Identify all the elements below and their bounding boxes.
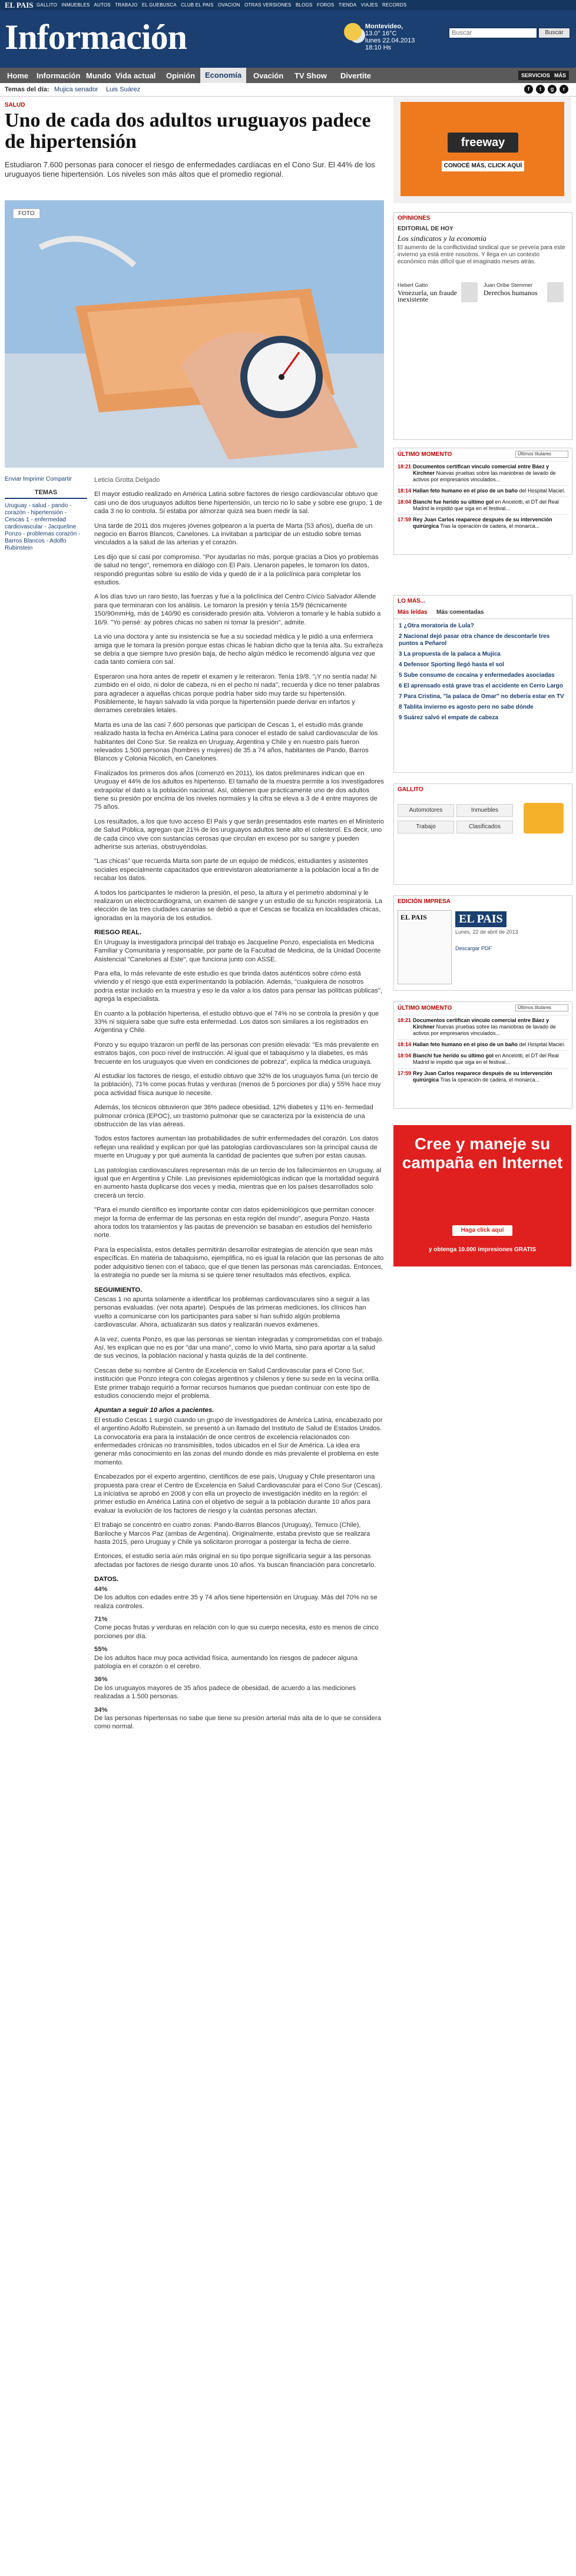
paragraph: Finalizados los primeros dos años (comenzó en 2011), los datos preliminares indican que en Uruguay el 44% de los adultos es hipertenso. El tamaño de la muestra permite a los investigadores extrapolar el dato a la población nacional. Así, obtienen que prácticamente uno de dos adultos tiene su presión por encima de los niveles normales y la cifra se eleva a 3 de 4 entre mayores de 75 años. xyxy=(94,769,384,811)
data-point xyxy=(94,1585,384,1611)
news-title: Bianchi fue herido su último gol xyxy=(413,499,494,505)
paragraph: Las patologías cardiovasculares representan más de un tercio de los fallecimientos en Uruguay, al igual que en Argentina y Chile. Las previsiones epidemiológicas indican que la mortalidad seguirá en aumento hasta duplicarse dos veces y media, mientras que en los países desarrollados solo crecerá un tercio. xyxy=(94,1166,382,1199)
subheading: SEGUIMIENTO. xyxy=(94,1286,143,1294)
news-time: 18:21 xyxy=(398,1017,412,1023)
data-text: Come pocas frutas y verduras en relación con lo que su cuerpo necesita, esto es menos de cinco porciones por día. xyxy=(94,1624,379,1640)
top-link[interactable]: AUTOS xyxy=(94,2,111,8)
latest-news-filter[interactable]: Últimos titulares xyxy=(515,451,568,458)
ad-brand: freeway xyxy=(448,133,518,153)
opinion-title: OPINIONES xyxy=(398,215,431,221)
ad-footer-text: y obtenga 10.000 impresiones GRATIS xyxy=(428,1246,537,1253)
top-links xyxy=(37,2,409,8)
tab-mas-comentadas[interactable]: Más comentadas xyxy=(436,609,484,616)
paragraph: Esperaron una hora antes de repetir el examen y le reiteraron. Tenía 19/8. "¡Y no sentía nada! Ni zumbido en el oído, ni dolor de cabeza, ni en el pecho ni nada", recuerda y dice no tener palabras para agradecer a aquellas chicas porque podría haber sido muy tarde su hipertensión. Posiblemente, le hayan salvado la vida porque la hipertensión puede derivar en infartos y derrames cerebrales letales. xyxy=(94,673,380,715)
most-read-item[interactable]: 5 Sube consumo de cocaína y enfermedades asociadas xyxy=(399,672,555,679)
paragraph: El trabajo se concentró en cuatro zonas: Pando-Barros Blancos (Uruguay), Temuco (Chile), Bariloche y Marcos Paz (ambas de Argentina). Originalmente, estaba previsto que se realizara hasta 2015, pero Uruguay y Chile ya solicitaron prorrogar a postergar la fecha de cierre. xyxy=(94,1522,370,1546)
most-read-title: LO MÁS... xyxy=(398,598,426,604)
news-time: 18:14 xyxy=(398,488,412,494)
latest-news-header xyxy=(394,448,572,461)
news-title: Documentos certifican vínculo comercial entre Báez y Kirchner xyxy=(413,464,549,476)
top-link[interactable]: OVACION xyxy=(217,2,240,8)
nav-ovacion[interactable]: Ovación xyxy=(253,71,284,80)
news-time: 17:59 xyxy=(398,1070,412,1076)
gallito-title: GALLITO xyxy=(398,786,423,793)
paragraph: Una tarde de 2011 dos mujeres jóvenes golpearon a la puerta de Marta (53 años), dueña de un negocio en Barros Blancos, Canelones. La invitaban a participar de un estudio sobre temas vinculados a la salud de las arterias y el corazón. xyxy=(94,522,373,547)
top-link[interactable]: EL GUEBUSCA xyxy=(141,2,177,8)
latest-news-item[interactable] xyxy=(398,514,568,532)
paragraph: Ponzo y su equipo trazaron un perfil de las personas con presión elevada: "Es más prevalente en estratos bajos, con poco nivel de instrucción. Al igual que el tabaquismo y la diabetes, es más frecuente en los uruguayos que viven en condiciones de pobreza", explica la médica uruguaya. xyxy=(94,1041,379,1066)
latest-news-box-2 xyxy=(393,1001,572,1109)
facebook-icon[interactable]: f xyxy=(524,85,533,94)
latest-news-item[interactable] xyxy=(398,1050,568,1068)
author-avatar xyxy=(461,282,478,302)
topics-sidebar xyxy=(5,489,87,552)
data-pct: 36% xyxy=(94,1676,108,1684)
data-text: De los adultos hace muy poca actividad física, aumentando los riesgos de padecer alguna patología en el corazón o el cerebro. xyxy=(94,1654,358,1670)
print-edition-pdf-link[interactable]: Descargar PDF xyxy=(455,945,492,951)
news-time: 18:04 xyxy=(398,499,412,505)
news-title: Rey Juan Carlos reaparece después de su intervención quirúrgica xyxy=(413,1070,552,1083)
data-point xyxy=(94,1706,384,1731)
nav-opinion[interactable]: Opinión xyxy=(166,71,196,80)
latest-news-item[interactable] xyxy=(398,1015,568,1039)
nav-divertite[interactable]: Divertite xyxy=(340,71,372,80)
subheading: Apuntan a seguir 10 años a pacientes. xyxy=(94,1407,214,1414)
news-text: del Hospital Maciel. xyxy=(519,488,565,494)
most-read-item[interactable]: 8 Tablita invierno es agosto pero no sabe dónde xyxy=(399,704,534,710)
news-text: Nuevas pruebas sobre las maniobras de lavado de activos por empresarios vinculados... xyxy=(413,470,556,482)
news-title: Hallan feto humano en el piso de un baño xyxy=(413,488,518,494)
weather-date: lunes 22.04.2013 xyxy=(365,37,415,44)
opinion-author[interactable] xyxy=(398,282,480,303)
topic-link[interactable]: Luis Suárez xyxy=(106,86,141,93)
most-read-tabs xyxy=(394,607,572,619)
top-link[interactable]: FOROS xyxy=(317,2,335,8)
cover-masthead: EL PAIS xyxy=(400,913,427,921)
top-bar xyxy=(0,0,576,10)
print-edition-date: Lunes, 22 de abril de 2013 xyxy=(455,929,518,935)
paragraph: Los resultados, a los que tuvo acceso El País y que serán presentados este martes en el Ministerio de Salud Pública, agregan que 21% de los uruguayos adultos tiene alto el colesterol. Es decir, uno de cada cinco vive con sustancias cerosas que circulan en exceso por su sangre y pueden adherirse sus arterias, obstruyéndolas. xyxy=(94,818,384,851)
latest-news-header xyxy=(394,1002,572,1015)
paragraph: En Uruguay la investigadora principal del trabajo es Jacqueline Ponzo, especialista en Medicina Familiar y Comunitaria y responsable, por parte de la Facultad de Medicina, de la Unidad Docente Asistencial "Canelones al Este", que funciona junto con ASSE. xyxy=(94,938,381,963)
google-plus-icon[interactable]: g xyxy=(548,85,557,94)
topics-header: TEMAS xyxy=(5,489,87,499)
data-pct: 71% xyxy=(94,1615,108,1623)
paragraph: Todos estos factores aumentan las probabilidades de sufrir enfermedades del corazón. Los datos reflejan una realidad y explican por qué las patologías cardiovasculares son la principal causa de muerte en Uruguay y por qué aumenta la cantidad de pacientes que sufren por estas causas. xyxy=(94,1135,379,1160)
paragraph: Para ella, lo más relevante de este estudio es que brinda datos auténticos sobre cómo está viviendo y el riesgo que está experimentando la población. Además, "cualquiera de nosotros podría estar incluido en la muestra y eso le da valor a los datos para pensar las políticas públicas", agrega la especialista. xyxy=(94,970,383,1003)
gallito-inmuebles-button[interactable]: Inmuebles xyxy=(456,804,513,817)
weather-temp: 13.0° 16°C xyxy=(365,30,397,37)
subheading: DATOS. xyxy=(94,1576,119,1583)
news-time: 17:59 xyxy=(398,517,412,523)
blood-pressure-photo xyxy=(5,200,384,468)
twitter-icon[interactable]: t xyxy=(536,85,545,94)
byline: Leticia Grotta Delgado xyxy=(94,477,160,484)
opinion-box xyxy=(393,212,572,440)
top-link[interactable]: RECORDS xyxy=(382,2,407,8)
editorial-label: EDITORIAL DE HOY xyxy=(398,226,453,232)
paragraph: Les dijo que sí casi por compromiso. "Por ayudarlas no más, porque gracias a Dios yo problemas de salud no tengo", rememora en diálogo con El País. Llenaron papeles, le tomaron los datos, respondió preguntas sobre su estilo de vida y quedó de ir a la policlínica para completar los estudios. xyxy=(94,553,379,587)
top-link[interactable]: CLUB EL PAIS xyxy=(181,2,214,8)
weather-time: 18:10 Hs xyxy=(365,44,392,51)
latest-news-item[interactable] xyxy=(398,1068,568,1086)
latest-news-item[interactable] xyxy=(398,485,568,497)
nav-tv-show[interactable]: TV Show xyxy=(294,71,327,80)
author-avatar xyxy=(547,282,564,302)
top-link[interactable]: TIENDA xyxy=(338,2,357,8)
latest-news-title: ÚLTIMO MOMENTO xyxy=(398,1005,452,1011)
topic-link[interactable]: Mujica senador xyxy=(54,86,98,93)
paragraph: Para la especialista, estos detalles permitirán desarrollar estrategias de atención que sean más específicas. En materia de tabaquismo, ejemplifica, no es igual la relación que las personas de alto poder adquisitivo tienen con el tabaco, que el que tienen las personas más carenciadas. Entonces, la estrategia no puede ser la misma si se quiere tener resultados más efectivos, explica. xyxy=(94,1246,384,1279)
most-read-item[interactable]: 7 Para Cristina, "la palaca de Omar" no debería estar en TV xyxy=(399,693,564,700)
data-point xyxy=(94,1645,384,1671)
weather-widget xyxy=(365,23,415,51)
share-tools[interactable]: Enviar Imprimir Compartir xyxy=(5,476,72,482)
paragraph: El estudio Cescas 1 surgió cuando un grupo de investigadores de América Latina, encabezado por el argentino Adolfo Rubinstein, se presentó a un llamado del Instituto de Salud de Estados Unidos. La convocatoria era para la instalación de once centros de excelencia relacionados con enfermedades crónicas no transmisibles, todos ubicados en el Sur de América. La idea era generar más conocimiento en las zonas del mundo donde es más prevalente el problema en este momento. xyxy=(94,1416,383,1466)
ad-cta-button[interactable]: CONOCÉ MÁS, CLICK AQUÍ xyxy=(442,161,524,171)
news-text: en Ancelotti, el DT del Real Madrid le impidió que siga en el festival... xyxy=(413,499,559,511)
latest-news-box xyxy=(393,448,572,555)
gallito-automotores-button[interactable]: Automotores xyxy=(398,804,454,817)
weather-city: Montevideo, xyxy=(365,23,403,30)
rss-icon[interactable]: r xyxy=(560,85,568,94)
internet-campaign-ad[interactable] xyxy=(393,1125,571,1266)
data-pct: 34% xyxy=(94,1706,108,1714)
print-edition-cover[interactable] xyxy=(398,910,452,984)
top-link[interactable]: INMUEBLES xyxy=(61,2,90,8)
search-button[interactable]: Buscar xyxy=(538,28,570,38)
paragraph: Entonces, el estudio sería aún más original en su tipo porque significaría seguir a las personas afectadas por factores de riesgo durante unos 10 años. Ya buscan financiación para concretarlo. xyxy=(94,1553,376,1569)
paragraph: "Para el mundo científico es importante contar con datos epidemiológicos que permitan conocer mejor la forma de enfermar de las personas en esta región del mundo", asegura Ponzo. Hasta ahora todos los tratamientos y las pautas de prevención se basaban en estudios del hemisferio norte. xyxy=(94,1206,375,1239)
print-edition-box xyxy=(393,895,572,991)
paragraph: Marta es una de las casi 7.600 personas que participan de Cescas 1, el estudio más grande realizado hasta la fecha en América Latina para conocer el estado de salud cardiovascular de los habitantes del Cono Sur. Se realiza en Uruguay, Argentina y Chile y en nuestro país fueron relevados 1.500 personas (hombres y mujeres) de 35 a 74 años, habitantes de Pando, Barros Blancos y Colonia Nicolich, en Canelones. xyxy=(94,721,378,763)
news-time: 18:04 xyxy=(398,1053,412,1059)
nav-vida-actual[interactable]: Vida actual xyxy=(115,71,156,80)
more-button[interactable]: MÁS xyxy=(551,71,569,80)
ad-click-button[interactable]: Haga click aquí xyxy=(452,1225,512,1236)
news-text: en Ancelotti, el DT del Real Madrid le impidió que siga en el festival... xyxy=(413,1053,559,1065)
latest-news-item[interactable] xyxy=(398,461,568,485)
top-link[interactable]: OTRAS VERSIONES xyxy=(244,2,292,8)
paragraph: El mayor estudio realizado en América Latina sobre factores de riesgo cardiovascular obtuvo que casi uno de dos uruguayos adultos tiene hipertensión, un tercio no lo sabe y sobre ese grupo, 1 de cada 3 no lo controla. Si estaba por almorzar quizá sea buen medir la sal. xyxy=(94,491,382,515)
ad-headline: Cree y maneje su campaña en Internet xyxy=(402,1135,563,1172)
paragraph: Cescas 1 no apunta solamente a identificar los problemas cardiovasculares sino a seguir a las personas evaluadas. (ver nota aparte). Después de las primeras mediciones, los clínicos han vuelto a comunicarse con los participantes para saber si han sufrido algún problema cardiovascular. Ahora, actualizarán sus datos y realizarán nuevos exámenes. xyxy=(94,1295,370,1329)
article-lead: Estudiaron 7.600 personas para conocer el riesgo de enfermedades cardíacas en el Cono Sur. El 44% de los uruguayos tiene hipertensión. Los niveles son más altos que el promedio regional. xyxy=(5,160,375,178)
news-time: 18:21 xyxy=(398,464,412,469)
news-title: Documentos certifican vínculo comercial entre Báez y Kirchner xyxy=(413,1017,549,1030)
search-input[interactable] xyxy=(449,28,537,38)
nav-economia[interactable]: Economía xyxy=(200,68,246,83)
freeway-ad[interactable] xyxy=(400,102,564,196)
data-point xyxy=(94,1675,384,1701)
author-name: Hebert Gatto xyxy=(398,282,428,288)
most-read-item[interactable]: 9 Suárez salvó el empate de cabeza xyxy=(399,715,498,721)
article-headline: Uno de cada dos adultos uruguayos padece de hipertensión xyxy=(5,110,371,153)
gallito-logo-icon[interactable] xyxy=(524,803,564,834)
top-link[interactable]: TRABAJO xyxy=(115,2,138,8)
services-button[interactable]: SERVICIOS xyxy=(518,71,553,80)
top-link[interactable]: GALLITO xyxy=(37,2,58,8)
most-read-box xyxy=(393,595,572,773)
news-time: 18:14 xyxy=(398,1041,412,1047)
editorial-text: El aumento de la conflictividad sindical que se preveía para este invierno ya está entre nosotros. Y llega en un contexto económico más difícil que el imaginado meses atrás. xyxy=(398,244,565,265)
paragraph: A todos los participantes le midieron la presión, el peso, la altura y el perímetro abdominal y le realizaron un electrocardiograma, un examen de sangre y un estudio de su función respiratoria. La elección de las tres ciudades canarias se debió a que el Cescas se focaliza en localidades chicas, ignoradas en la mayoría de los estudios. xyxy=(94,889,382,922)
news-title: Hallan feto humano en el piso de un baño xyxy=(413,1041,518,1047)
data-text: De las personas hipertensas no sabe que tiene su presión arterial más alta de lo que se considera como normal. xyxy=(94,1714,381,1731)
news-title: Bianchi fue herido su último gol xyxy=(413,1053,494,1059)
top-link[interactable]: BLOGS xyxy=(296,2,313,8)
latest-news-filter[interactable]: Últimos titulares xyxy=(515,1004,568,1011)
paragraph: "Las chicas" que recuerda Marta son parte de un equipo de médicos, estudiantes y asistentes sociales especialmente capacitados que entrevistaron aleatoriamente a la población local a fin de recabar los datos. xyxy=(94,858,379,882)
most-read-item[interactable]: 6 El aprensado está grave tras el accidente en Cerro Largo xyxy=(399,683,564,689)
news-title: Rey Juan Carlos reaparece después de su intervención quirúrgica xyxy=(413,517,552,529)
print-edition-title: EDICIÓN IMPRESA xyxy=(398,898,451,905)
paragraph: A la vez, cuenta Ponzo, es que las personas se sientan integradas y comprometidas con el trabajo. Así, les explican que no es por "dar una mano", como lo vivió Marta, sino para aportar a la salud de sus vecinos, la población nacional y hasta quizás de la del continente. xyxy=(94,1335,384,1360)
news-text: del Hospital Maciel. xyxy=(519,1041,565,1047)
weather-sun-icon xyxy=(344,23,362,41)
data-pct: 44% xyxy=(94,1585,108,1593)
section-tag[interactable]: SALUD xyxy=(5,102,25,108)
editorial-title[interactable]: Los sindicatos y la economía xyxy=(398,234,486,243)
topics-label: Temas del día: xyxy=(5,86,49,93)
data-pct: 55% xyxy=(94,1646,108,1654)
data-text: De los uruguayos mayores de 35 años padece de obesidad, de acuerdo a las mediciones realizadas a 1.500 personas. xyxy=(94,1684,356,1701)
most-read-item[interactable]: 3 La propuesta de la palaca a Mujica xyxy=(399,651,501,657)
masthead-title[interactable]: Información xyxy=(5,18,187,57)
print-edition-name: EL PAIS xyxy=(455,911,507,927)
news-text: Nuevas pruebas sobre las maniobras de lavado de activos por empresarios vinculados... xyxy=(413,1024,556,1036)
nav-informacion[interactable]: Información xyxy=(37,71,81,80)
article-photo xyxy=(5,200,384,468)
latest-news-title: ÚLTIMO MOMENTO xyxy=(398,451,452,458)
paragraph: Encabezados por el experto argentino, científicos de ese país, Uruguay y Chile presentaron una propuesta para crear el Centro de Excelencia en Salud Cardiovascular para el Cono Sur (Cescas). La iniciativa se aprobó en 2008 y con ella un proyecto de investigación inédito en la región: el primer estudio en América Latina con el objetivo de seguir a la población durante 10 años para evaluar la evolución de los factores de riesgo y la cuántas personas afectan. xyxy=(94,1473,382,1514)
author-column-title[interactable]: Venezuela, un fraude inexistente xyxy=(398,289,457,303)
article-body xyxy=(94,476,384,1736)
photo-label[interactable]: FOTO xyxy=(13,209,40,219)
author-name: Juan Oribe Stemmer xyxy=(484,282,533,288)
ad-banner-top[interactable] xyxy=(393,97,571,203)
paragraph: En cuanto a la población hipertensa, el estudio obtuvo que el 74% no se controla la presión y que 33% ni siquiera sabe que sufre esta enfermedad. Los datos son similares a los registrados en Argentina y Chile. xyxy=(94,1010,379,1034)
topics-bar xyxy=(0,83,576,97)
gallito-box xyxy=(393,783,572,885)
paragraph: A los días tuvo un raro tiesto, las fuerzas y fue a la policlínica del Centro Cívico Salvador Allende para que terminaran con los análisis. Le tomaron la presión y tenía 15/9 (técnicamente 150/90mmHg, más de 140/90 es considerado presión alta. Volvieron a tomarle y le había subido a 16/9. "Yo pensé: ay pobres chicas no saben ni tomar la presión", admite. xyxy=(94,593,381,626)
news-text: Tras la operación de cadera, el monarca... xyxy=(440,1077,540,1083)
nav-mundo[interactable]: Mundo xyxy=(86,71,111,80)
opinion-author[interactable] xyxy=(484,282,566,296)
most-read-item[interactable]: 1 ¿Otra moratoria de Lula? xyxy=(399,623,474,629)
site-header xyxy=(0,10,576,68)
paragraph: La vio una doctora y ante su insistencia se fue a su sociedad médica y le pidió a una enfermera amiga que le tomara la presión porque estas chicas le habían dicho que la tenía alta. Su extrañeza se debía a que siempre tuvo presión baja, de hecho algún médico le recomendó alguna vez que cada tanto comiera con sal. xyxy=(94,633,383,666)
most-read-item[interactable]: 4 Defensor Sporting llegó hasta el sol xyxy=(399,662,504,668)
nav-home[interactable]: Home xyxy=(7,71,29,80)
main-nav xyxy=(0,68,576,83)
data-point xyxy=(94,1615,384,1641)
author-column-title[interactable]: Derechos humanos xyxy=(484,289,538,297)
latest-news-item[interactable] xyxy=(398,1039,568,1050)
paragraph: Cescas debe su nombre al Centro de Excelencia en Salud Cardiovascular para el Cono Sur, institución que Ponzo integra con colegas argentinos y chilenos y tiene su sede en la vecina orilla. Este primer trabajo requirió a formar recursos humanos que puedan continuar con este tipo de estudios conociendo mejor el problema. xyxy=(94,1367,380,1400)
top-link[interactable]: VIAJES xyxy=(360,2,378,8)
gallito-trabajo-button[interactable]: Trabajo xyxy=(398,821,454,834)
paragraph: Además, los técnicos obtuvieron que 36% padece obesidad, 12% diabetes y 11% en- fermedad pulmonar crónica (EPOC), un trastorno pulmonar que se caracteriza por la existencia de una obstrucción de las vías aéreas. xyxy=(94,1104,373,1128)
data-text: De los adultos con edades entre 35 y 74 años tiene hipertensión en Uruguay. Más del 70% no se realiza controles. xyxy=(94,1594,378,1610)
tab-mas-leidas[interactable]: Más leídas xyxy=(398,609,428,616)
gallito-clasificados-button[interactable]: Clasificados xyxy=(456,821,513,834)
latest-news-item[interactable] xyxy=(398,497,568,514)
brand-logo-small[interactable]: EL PAIS xyxy=(5,1,34,9)
subheading: RIESGO REAL. xyxy=(94,929,142,937)
paragraph: Al estudiar los factores de riesgo, el estudio obtuvo que 32% de los uruguayos fuma (un tercio de la población), 71% come pocas frutas y verduras (menos de 5 porciones por día) y 55% hace muy poca actividad física aunque lo necesite. xyxy=(94,1072,381,1097)
topics-list[interactable]: Uruguay - salud - pando - corazón - hipertensión - Cescas 1 - enfermedad cardiovascular - Jacqueline Ponzo - problemas corazón - Barros Blancos - Adolfo Rubinstein xyxy=(5,502,81,551)
news-text: Tras la operación de cadera, el monarca... xyxy=(440,523,540,529)
most-read-item[interactable]: 2 Nacional dejó pasar otra chance de descontarle tres puntos a Peñarol xyxy=(399,633,550,647)
